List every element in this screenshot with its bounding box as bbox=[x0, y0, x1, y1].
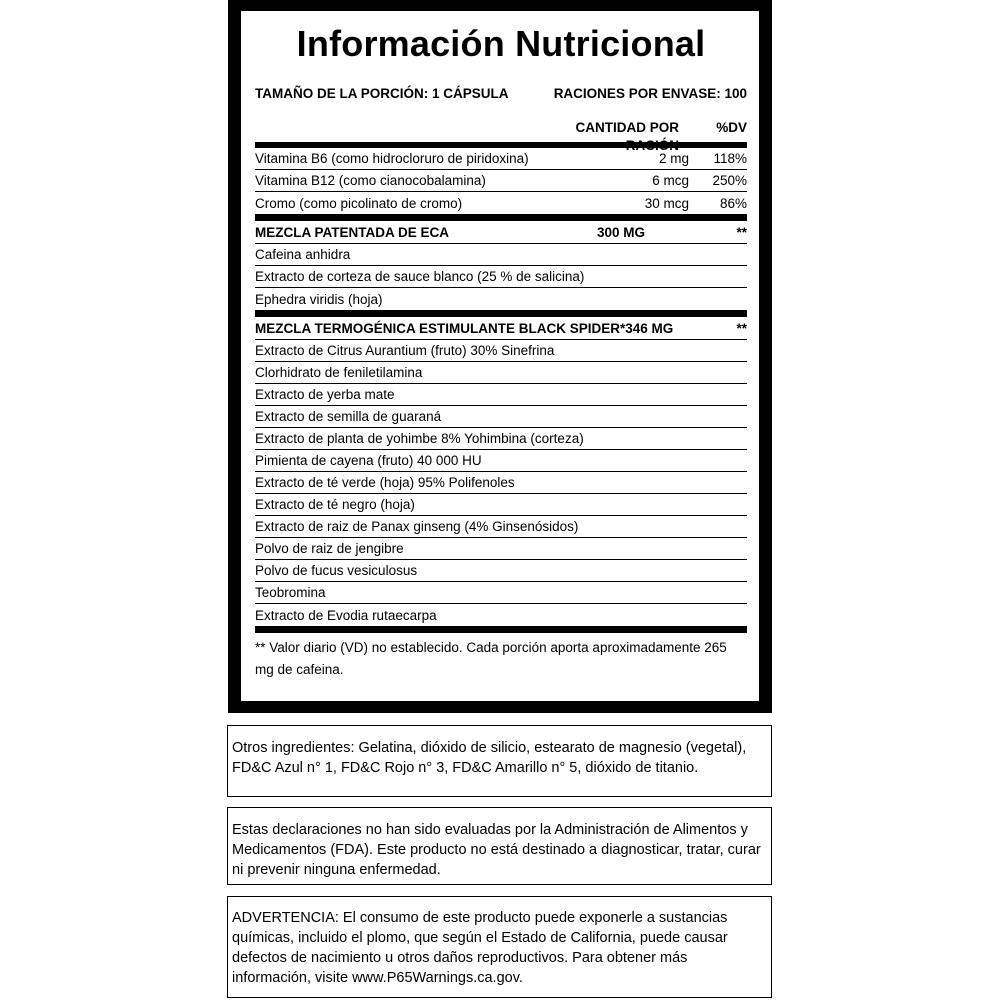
ingredient-name: Ephedra viridis (hoja) bbox=[255, 291, 383, 307]
nutrient-name: Vitamina B6 (como hidrocloruro de piridoxina) bbox=[255, 151, 529, 166]
nutrient-name: Cromo (como picolinato de cromo) bbox=[255, 195, 463, 211]
ingredient-name: Polvo de fucus vesiculosus bbox=[255, 563, 418, 578]
ingredient-row bbox=[255, 244, 747, 266]
ingredient-row bbox=[255, 428, 747, 450]
warning-box bbox=[227, 896, 772, 998]
ingredient-name: Extracto de raiz de Panax ginseng (4% Ginsenósidos) bbox=[255, 519, 579, 534]
thermo-blend-header bbox=[255, 317, 747, 340]
nutrient-name: Vitamina B12 (como cianocobalamina) bbox=[255, 173, 486, 188]
ingredient-name: Clorhidrato de feniletilamina bbox=[255, 365, 423, 380]
dv-footnote: ** Valor diario (VD) no establecido. Cada porción aporta aproximadamente 265 mg de cafeina. bbox=[255, 640, 727, 677]
warning-text: ADVERTENCIA: El consumo de este producto puede exponerle a sustancias químicas, incluido el plomo, que según el Estado de California, puede causar defectos de nacimiento u otros daños reproductivos. Para obtener más información, visite www.P65Warnings.ca.gov. bbox=[232, 910, 728, 986]
nutrient-dv: 86% bbox=[719, 195, 747, 211]
ingredient-row bbox=[255, 516, 747, 538]
fda-disclaimer-box bbox=[227, 807, 772, 885]
eca-blend-items bbox=[255, 244, 747, 310]
ingredient-name: Cafeina anhidra bbox=[255, 247, 351, 262]
panel-title: Información Nutricional bbox=[296, 23, 706, 64]
thermo-blend-items bbox=[255, 340, 747, 626]
divider-thick bbox=[255, 214, 747, 221]
nutrient-amount: 30 mcg bbox=[644, 195, 689, 211]
blend-name: MEZCLA TERMOGÉNICA ESTIMULANTE BLACK SPIDER* bbox=[255, 320, 626, 336]
ingredient-row bbox=[255, 288, 747, 310]
ingredient-name: Polvo de raiz de jengibre bbox=[255, 541, 404, 556]
nutrition-facts-panel bbox=[228, 0, 772, 713]
ingredient-row bbox=[255, 604, 747, 626]
serving-info bbox=[255, 85, 747, 103]
nutrient-dv: 118% bbox=[713, 151, 747, 166]
amount-header: CANTIDAD POR RACIÓN bbox=[575, 120, 679, 153]
ingredient-row bbox=[255, 450, 747, 472]
ingredient-row bbox=[255, 362, 747, 384]
ingredient-row bbox=[255, 384, 747, 406]
ingredient-row bbox=[255, 582, 747, 604]
servings-per-container: RACIONES POR ENVASE: 100 bbox=[553, 86, 747, 101]
nutrient-amount: 6 mcg bbox=[652, 173, 689, 188]
other-ingredients-box bbox=[227, 725, 772, 797]
nutrient-row bbox=[255, 192, 747, 214]
eca-blend-header bbox=[255, 221, 747, 244]
nutrient-dv: 250% bbox=[712, 173, 747, 188]
other-ingredients-text: Otros ingredientes: Gelatina, dióxido de silicio, estearato de magnesio (vegetal), FD&C Azul n° 1, FD&C Rojo n° 3, FD&C Amarillo n° 5, dióxido de titanio. bbox=[232, 740, 747, 776]
ingredient-row bbox=[255, 560, 747, 582]
column-headers bbox=[255, 119, 747, 153]
ingredient-row bbox=[255, 494, 747, 516]
ingredient-name: Extracto de corteza de sauce blanco (25 % de salicina) bbox=[255, 269, 585, 284]
blend-dv: ** bbox=[736, 320, 747, 336]
fda-disclaimer-text: Estas declaraciones no han sido evaluadas por la Administración de Alimentos y Medicamentos (FDA). Este producto no está destinado a diagnosticar, tratar, curar ni prevenir ninguna enfermedad. bbox=[232, 822, 761, 878]
ingredient-row bbox=[255, 266, 747, 288]
divider-thick bbox=[255, 310, 747, 317]
ingredient-name: Extracto de té negro (hoja) bbox=[255, 497, 415, 512]
ingredient-name: Extracto de Evodia rutaecarpa bbox=[255, 607, 437, 623]
ingredient-row bbox=[255, 538, 747, 560]
ingredient-row bbox=[255, 340, 747, 362]
ingredient-name: Extracto de Citrus Aurantium (fruto) 30% Sinefrina bbox=[255, 343, 555, 358]
dv-header: %DV bbox=[716, 120, 747, 135]
nutrient-row bbox=[255, 148, 747, 170]
nutrition-facts-body bbox=[241, 11, 759, 701]
divider-thick bbox=[255, 626, 747, 633]
ingredient-row bbox=[255, 406, 747, 428]
ingredient-name: Extracto de té verde (hoja) 95% Polifenoles bbox=[255, 475, 515, 490]
ingredient-name: Extracto de yerba mate bbox=[255, 387, 395, 402]
ingredient-name: Pimienta de cayena (fruto) 40 000 HU bbox=[255, 453, 482, 468]
ingredient-name: Extracto de semilla de guaraná bbox=[255, 409, 442, 424]
blend-dv: ** bbox=[736, 224, 747, 240]
blend-name: MEZCLA PATENTADA DE ECA bbox=[255, 224, 449, 240]
nutrient-amount: 2 mg bbox=[658, 151, 689, 166]
serving-size: TAMAÑO DE LA PORCIÓN: 1 CÁPSULA bbox=[255, 86, 509, 101]
blend-amount: 300 MG bbox=[597, 224, 646, 240]
ingredient-name: Teobromina bbox=[255, 585, 326, 600]
vitamin-list bbox=[255, 148, 747, 214]
ingredient-row bbox=[255, 472, 747, 494]
ingredient-name: Extracto de planta de yohimbe 8% Yohimbina (corteza) bbox=[255, 431, 584, 446]
nutrient-row bbox=[255, 170, 747, 192]
blend-amount: 346 MG bbox=[625, 320, 674, 336]
